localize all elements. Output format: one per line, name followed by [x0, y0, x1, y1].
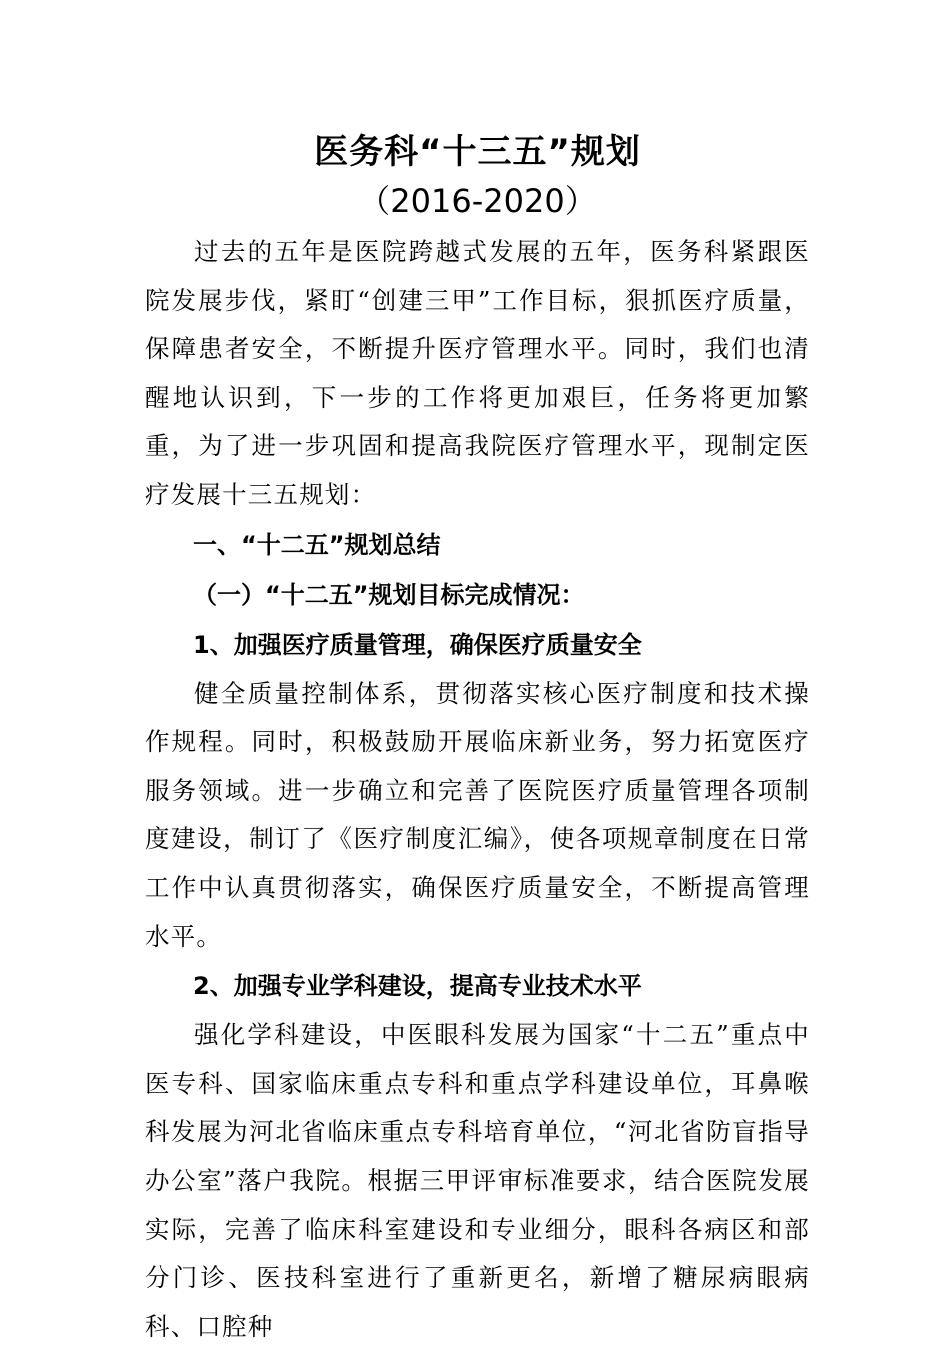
document-subtitle: （2016-2020） [358, 182, 597, 220]
subsection-heading: （一）“十二五”规划目标完成情况： [193, 580, 585, 609]
item-paragraph-1: 健全质量控制体系，贯彻落实核心医疗制度和技术操作规程。同时，积极鼓励开展临床新业务，努力拓宽医疗服务领域。进一步确立和完善了医院医疗质量管理各项制度建设，制订了《医疗制度汇编》，使各项规章制度在日常工作中认真贯彻落实，确保医疗质量安全，不断提高管理水平。 [145, 678, 810, 951]
intro-paragraph: 过去的五年是医院跨越式发展的五年，医务科紧跟医院发展步伐，紧盯“创建三甲”工作目标，狠抓医疗质量，保障患者安全，不断提升医疗管理水平。同时，我们也清醒地认识到，下一步的工作将更加艰巨，任务将更加繁重，为了进一步巩固和提高我院医疗管理水平，现制定医疗发展十三五规划： [145, 237, 810, 509]
document-title: 医务科“十三五”规划 [314, 132, 641, 172]
document-page [145, 126, 810, 1351]
section-heading: 一、“十二五”规划总结 [193, 530, 441, 559]
item-paragraph-2: 强化学科建设，中医眼科发展为国家“十二五”重点中医专科、国家临床重点专科和重点学科建设单位，耳鼻喉科发展为河北省临床重点专科培育单位，“河北省防盲指导办公室”落户我院。根据三甲评审标准要求，结合医院发展实际，完善了临床科室建设和专业细分，眼科各病区和部分门诊、医技科室进行了重新更名，新增了糖尿病眼病科、口腔种 [145, 1020, 810, 1341]
item-heading-2: 2、加强专业学科建设，提高专业技术水平 [193, 972, 642, 1001]
item-heading-1: 1、加强医疗质量管理，确保医疗质量安全 [193, 630, 642, 659]
